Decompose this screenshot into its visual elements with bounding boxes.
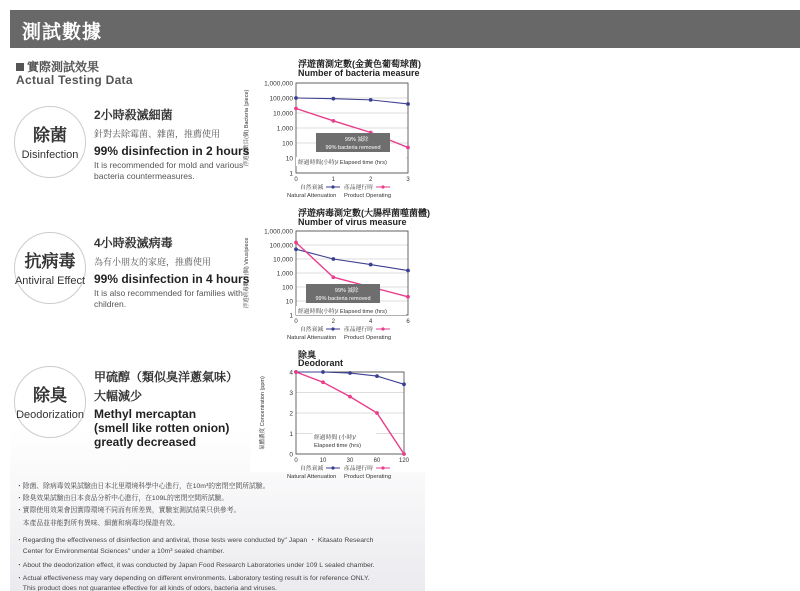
y-tick-label: 1,000: [276, 125, 293, 133]
chart1-title: 浮遊菌測定數(金黃色葡萄球菌): [298, 59, 421, 69]
y-tick-label: 4: [289, 369, 293, 377]
chart3-title: 除臭: [298, 350, 317, 360]
virus-chart: [236, 226, 426, 346]
footnote-line: Center for Environmental Sciences" under a 10m³ sealed chamber.: [16, 548, 225, 555]
feature-text-en: It is also recommended for families with children.: [94, 288, 243, 309]
deodorization-badge: [14, 366, 86, 438]
badge-title-en: Disinfection: [21, 149, 79, 161]
feature-headline-en: Methyl mercaptan: [94, 407, 197, 421]
x-tick-label: 0: [294, 458, 298, 464]
product-data-point: [331, 119, 335, 123]
y-tick-label: 10,000: [273, 256, 293, 264]
y-tick-label: 0: [289, 451, 293, 459]
x-tick-label: 1: [331, 177, 336, 183]
x-axis-label: 經過時間(小時)/ Elapsed time (hrs): [298, 160, 387, 166]
product-data-point: [348, 395, 352, 399]
legend-natural-zh: 自然衰減: [300, 466, 324, 472]
bacteria-chart: [236, 78, 426, 200]
disinfection-badge: [14, 106, 86, 178]
natural-data-point: [348, 371, 352, 375]
y-tick-label: 3: [289, 390, 293, 397]
footnote-line: ・除臭效果試驗由日本食品分析中心進行，在109L的密閉空間所試驗。: [16, 495, 229, 502]
annotation-zh: 99% 滅除: [344, 137, 369, 143]
product-data-point: [294, 107, 298, 111]
footnote-line: ・About the deodorization effect, it was conducted by Japan Food Research Laboratories under 109 L sealed chamber.: [16, 562, 375, 569]
y-tick-label: 100,000: [269, 242, 293, 250]
y-axis-label: 浮遊病毒數目(個) Virus/piece: [244, 237, 250, 309]
natural-data-point: [331, 257, 335, 261]
legend-product-en: Product Operating: [344, 474, 392, 480]
legend-product-marker: [381, 185, 384, 188]
legend-natural-en: Natural Attenuation: [287, 193, 337, 199]
y-tick-label: 1: [289, 312, 293, 320]
y-tick-label: 10: [285, 298, 293, 306]
x-tick-label: 0: [294, 319, 298, 325]
footnote-line: ・實際使用效果會因實際環境不同而有所差異，實驗室測試結果只供參考。: [16, 507, 241, 514]
x-tick-label: 10: [319, 458, 327, 464]
section-heading-en: Actual Testing Data: [16, 73, 133, 87]
y-tick-label: 10: [285, 155, 293, 163]
x-tick-label: 30: [346, 458, 354, 464]
x-axis-label: Elapsed time (hrs): [314, 443, 362, 449]
legend-natural-zh: 自然衰減: [300, 185, 324, 191]
x-tick-label: 6: [406, 319, 410, 325]
legend-natural-zh: 自然衰減: [300, 327, 324, 333]
natural-series-line: [296, 249, 408, 270]
section-heading-zh: 實際測試效果: [16, 58, 99, 75]
x-axis-label: 經過時間 (小時)/: [314, 435, 356, 441]
natural-data-point: [402, 382, 406, 386]
legend-product-marker: [381, 466, 384, 469]
x-tick-label: 4: [368, 319, 373, 325]
annotation-en: 99% bacteria removed: [315, 296, 371, 302]
footnote-line: ・除菌、除病毒效果試驗由日本北里環境科學中心進行，在10m³的密閉空間所試驗。: [16, 483, 270, 490]
feature-title-zh: 2小時殺滅細菌: [94, 108, 173, 122]
footnote-line: This product does not guarantee effective for all kinds of odors, bacteria and viruses.: [16, 585, 277, 591]
x-tick-label: 120: [398, 458, 410, 464]
y-tick-label: 1,000,000: [264, 228, 293, 236]
x-tick-label: 60: [373, 458, 381, 464]
footnote-line: ・Regarding the effectiveness of disinfection and antiviral, those tests were conducted by" Japan ・ Kitasato Research: [16, 537, 374, 544]
badge-title-zh: 除菌: [33, 126, 67, 145]
natural-data-point: [321, 370, 325, 374]
y-tick-label: 1,000,000: [264, 80, 293, 88]
badge-title-zh: 除臭: [33, 386, 67, 405]
feature-title-zh-line2: 大幅減少: [94, 389, 143, 403]
product-data-point: [294, 241, 298, 245]
legend-natural-marker: [331, 185, 334, 188]
product-data-point: [294, 370, 298, 374]
y-tick-label: 1,000: [276, 270, 293, 278]
y-axis-label: 浮遊菌數目(個) Bacteria (piece): [244, 89, 250, 167]
y-tick-label: 100: [282, 140, 293, 148]
footnote-line: 本產品並非能對所有異味、細菌和病毒均保證有效。: [16, 520, 180, 527]
product-data-point: [402, 452, 406, 456]
y-tick-label: 1: [289, 170, 293, 178]
natural-data-point: [369, 98, 373, 102]
y-tick-label: 2: [289, 410, 293, 418]
legend-natural-en: Natural Attenuation: [287, 474, 337, 480]
legend-natural-marker: [331, 466, 334, 469]
product-data-point: [375, 411, 379, 415]
deodorization-description: [94, 368, 254, 449]
badge-title-zh: 抗病毒: [24, 252, 76, 271]
legend-product-en: Product Operating: [344, 193, 392, 199]
y-tick-label: 10,000: [273, 110, 293, 118]
feature-subtitle-zh: 為有小朋友的家庭，推薦使用: [94, 257, 212, 267]
deodorant-chart: [256, 366, 426, 486]
feature-text-en: It is recommended for mold and various bacteria countermeasures.: [94, 160, 244, 181]
y-tick-label: 1: [289, 431, 293, 438]
badge-title-en: Deodorization: [16, 409, 84, 421]
feature-title-zh: 甲硫醇（類似臭洋蔥氣味）: [94, 370, 239, 384]
legend-natural-marker: [331, 327, 334, 330]
natural-series-line: [296, 98, 408, 104]
legend-natural-en: Natural Attenuation: [287, 335, 337, 341]
natural-data-point: [294, 96, 298, 100]
product-data-point: [331, 275, 335, 279]
antiviral-badge: [14, 232, 86, 304]
feature-headline-en: 99% disinfection in 2 hours: [94, 144, 250, 158]
page-header: [10, 10, 800, 48]
annotation-zh: 99% 滅除: [334, 288, 359, 294]
legend-product-en: Product Operating: [344, 335, 392, 341]
natural-data-point: [406, 269, 410, 273]
x-axis-label: 經過時間(小時)/ Elapsed time (hrs): [298, 309, 387, 315]
natural-data-point: [331, 97, 335, 101]
y-axis-label: 氣體濃度 Concentration (ppm): [260, 376, 266, 450]
natural-data-point: [406, 102, 410, 106]
x-tick-label: 2: [331, 319, 336, 325]
y-tick-label: 100,000: [269, 95, 293, 103]
chart2-title: 浮遊病毒測定數(大腸桿菌噬菌體): [298, 208, 430, 218]
page-title: 測試數據: [22, 22, 103, 43]
chart2-subtitle: Number of virus measure: [298, 217, 407, 227]
x-tick-label: 2: [368, 177, 373, 183]
feature-title-zh: 4小時殺滅病毒: [94, 236, 173, 250]
square-bullet-icon: [16, 63, 24, 71]
antiviral-description: [94, 234, 254, 310]
legend-product-zh: 產品運行時: [344, 327, 373, 333]
chart3-subtitle: Deodorant: [298, 358, 343, 368]
x-tick-label: 0: [294, 177, 298, 183]
x-tick-label: 3: [406, 177, 410, 183]
disinfection-description: [94, 106, 254, 182]
feature-subtitle-zh: 針對去除霉菌、雜菌，推薦使用: [94, 129, 221, 139]
footnote-line: ・Actual effectiveness may vary depending on different environments. Laboratory testing result is for reference ONLY.: [16, 575, 370, 582]
legend-product-zh: 產品運行時: [344, 466, 373, 472]
feature-headline-en-line3: greatly decreased: [94, 435, 197, 449]
y-tick-label: 100: [282, 284, 293, 292]
product-data-point: [406, 146, 410, 150]
legend-product-marker: [381, 327, 384, 330]
product-data-point: [406, 295, 410, 299]
natural-data-point: [375, 374, 379, 378]
feature-headline-en: 99% disinfection in 4 hours: [94, 272, 250, 286]
feature-headline-en-line2: (smell like rotten onion): [94, 421, 230, 435]
legend-product-zh: 產品運行時: [344, 185, 373, 191]
badge-title-en: Antiviral Effect: [14, 275, 86, 287]
natural-data-point: [369, 263, 373, 267]
product-data-point: [321, 380, 325, 384]
annotation-en: 99% bacteria removed: [325, 145, 381, 151]
natural-data-point: [294, 247, 298, 251]
chart1-subtitle: Number of bacteria measure: [298, 68, 420, 78]
